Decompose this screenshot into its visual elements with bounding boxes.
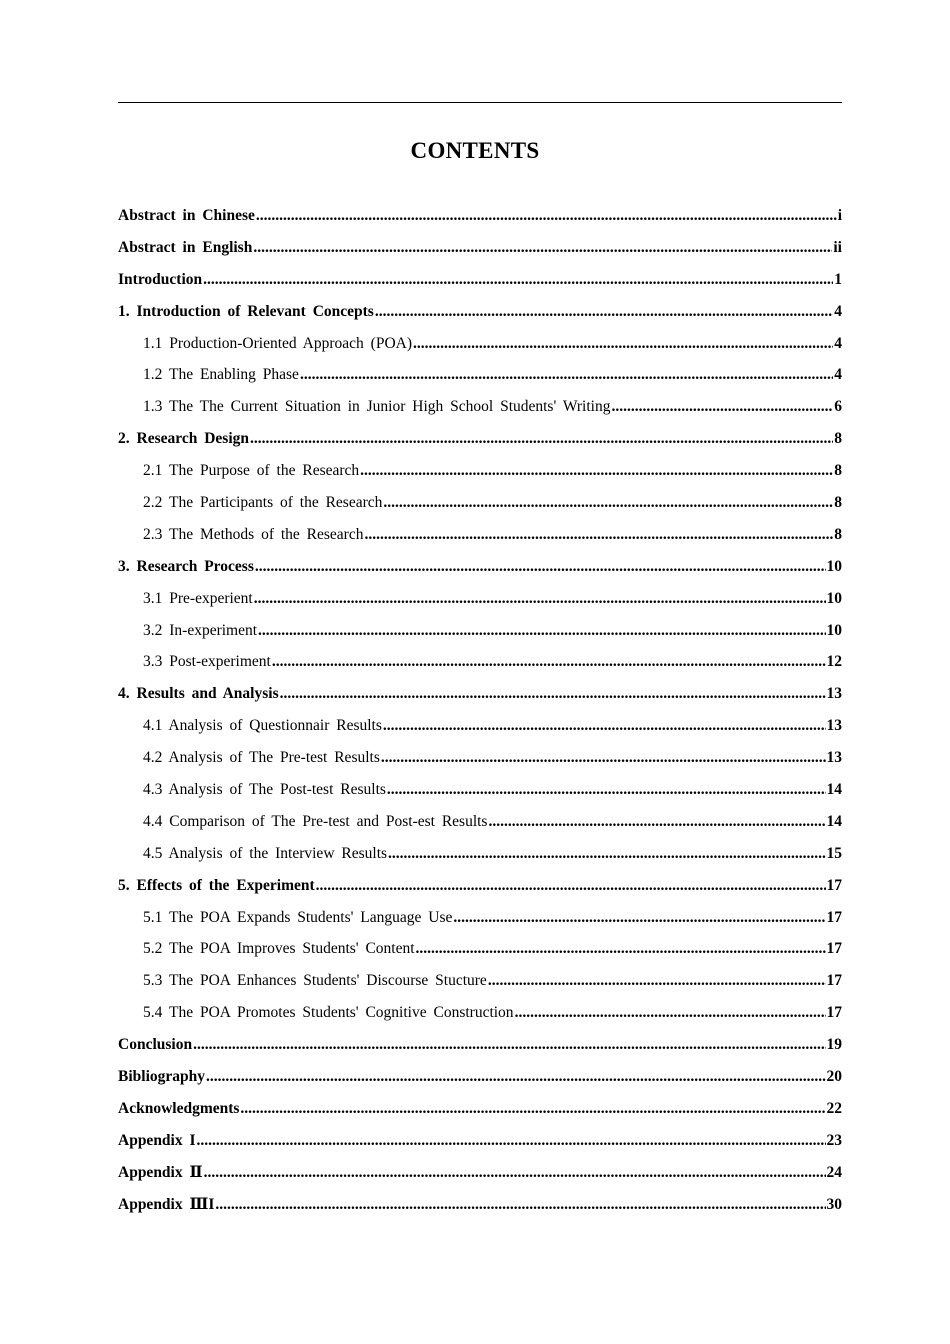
toc-entry-label: 4.1 Analysis of Questionnair Results — [143, 717, 382, 735]
toc-entry[interactable] — [118, 774, 842, 806]
toc-entry-page-number: 8 — [834, 462, 842, 480]
toc-entry[interactable] — [118, 519, 842, 551]
toc-entry-page-number: 8 — [834, 430, 842, 448]
toc-entry-label: 4.5 Analysis of the Interview Results — [143, 844, 388, 862]
dot-leader — [203, 264, 833, 296]
toc-entry-label: 4. Results and Analysis — [118, 685, 279, 703]
dot-leader — [316, 870, 826, 902]
dot-leader — [360, 455, 833, 487]
toc-entry-label: Conclusion — [118, 1036, 193, 1054]
toc-entry-label: 3.2 In-experiment — [143, 621, 258, 639]
toc-entry[interactable] — [118, 615, 842, 647]
toc-entry-page-number: 17 — [826, 1004, 842, 1022]
dot-leader — [193, 1029, 825, 1061]
toc-entry[interactable] — [118, 551, 842, 583]
dot-leader — [488, 806, 825, 838]
toc-entry-page-number: 10 — [826, 557, 842, 575]
toc-entry[interactable] — [118, 710, 842, 742]
dot-leader — [204, 1157, 826, 1189]
toc-entry-page-number: ii — [833, 238, 842, 256]
toc-entry-page-number: 4 — [834, 334, 842, 352]
toc-entry[interactable] — [118, 838, 842, 870]
toc-entry-label: Appendix Ⅱ — [118, 1163, 203, 1181]
toc-entry-label: 3.3 Post-experiment — [143, 653, 271, 671]
toc-entry-page-number: 8 — [834, 494, 842, 512]
toc-entry-page-number: 15 — [826, 844, 842, 862]
toc-entry[interactable] — [118, 902, 842, 934]
toc-entry-page-number: 1 — [834, 270, 842, 288]
dot-leader — [488, 965, 826, 997]
toc-entry[interactable] — [118, 742, 842, 774]
dot-leader — [258, 615, 825, 647]
dot-leader — [453, 902, 825, 934]
toc-entry[interactable] — [118, 1061, 842, 1093]
toc-entry-page-number: 17 — [826, 940, 842, 958]
toc-entry-page-number: 22 — [826, 1099, 842, 1117]
toc-entry[interactable] — [118, 1029, 842, 1061]
toc-entry[interactable] — [118, 391, 842, 423]
toc-entry-page-number: 30 — [826, 1195, 842, 1213]
dot-leader — [280, 678, 826, 710]
toc-entry[interactable] — [118, 997, 842, 1029]
toc-entry-label: Abstract in Chinese — [118, 207, 255, 224]
toc-entry-label: 1.1 Production-Oriented Approach (POA) — [143, 334, 413, 352]
toc-entry-page-number: 13 — [826, 749, 842, 767]
dot-leader — [375, 296, 833, 328]
dot-leader — [515, 997, 826, 1029]
toc-entry-label: 5.2 The POA Improves Students' Content — [143, 940, 415, 958]
dot-leader — [206, 1061, 826, 1093]
toc-entry-page-number: 10 — [826, 589, 842, 607]
dot-leader — [255, 551, 826, 583]
toc-entry-label: Introduction — [118, 270, 203, 288]
toc-entry-label: 5.1 The POA Expands Students' Language Use — [143, 908, 453, 926]
toc-entry-page-number: 20 — [826, 1068, 842, 1086]
toc-entry-label: 2.1 The Purpose of the Research — [143, 462, 360, 480]
dot-leader — [388, 838, 825, 870]
dot-leader — [381, 742, 826, 774]
toc-entry-label: Abstract in English — [118, 238, 253, 256]
dot-leader — [254, 583, 826, 615]
toc-entry[interactable] — [118, 646, 842, 678]
toc-entry-page-number: 10 — [826, 621, 842, 639]
toc-entry[interactable] — [118, 328, 842, 360]
toc-entry-page-number: 14 — [826, 781, 842, 799]
dot-leader — [611, 391, 833, 423]
toc-entry-page-number: 17 — [826, 908, 842, 926]
toc-entry-page-number: i — [837, 207, 842, 224]
toc-entry[interactable] — [118, 487, 842, 519]
toc-entry-page-number: 13 — [826, 685, 842, 703]
toc-entry[interactable] — [118, 965, 842, 997]
toc-entry-label: 3.1 Pre-experient — [143, 589, 253, 607]
toc-entry-page-number: 14 — [826, 812, 842, 830]
toc-entry-label: Bibliography — [118, 1068, 205, 1086]
toc-entry[interactable] — [118, 455, 842, 487]
toc-entry-page-number: 6 — [834, 398, 842, 416]
toc-entry[interactable] — [118, 1093, 842, 1125]
dot-leader — [256, 200, 837, 232]
toc-entry-page-number: 17 — [826, 876, 842, 894]
toc-entry[interactable] — [118, 1157, 842, 1189]
toc-entry[interactable] — [118, 678, 842, 710]
toc-entry[interactable] — [118, 1125, 842, 1157]
toc-entry-page-number: 24 — [826, 1163, 842, 1181]
dot-leader — [197, 1125, 826, 1157]
toc-entry-label: 3. Research Process — [118, 557, 254, 575]
toc-entry-page-number: 13 — [826, 717, 842, 735]
dot-leader — [364, 519, 833, 551]
toc-entry[interactable] — [118, 583, 842, 615]
toc-entry-label: 5.4 The POA Promotes Students' Cognitive Construction — [143, 1004, 514, 1022]
toc-entry-page-number: 23 — [826, 1131, 842, 1149]
toc-entry-page-number: 8 — [834, 525, 842, 543]
toc-entry-label: 5. Effects of the Experiment — [118, 876, 315, 894]
toc-entry-label: 4.2 Analysis of The Pre-test Results — [143, 749, 380, 767]
page-title: CONTENTS — [410, 138, 540, 163]
toc-entry[interactable] — [118, 359, 842, 391]
dot-leader — [383, 487, 833, 519]
toc-entry-label: 5.3 The POA Enhances Students' Discourse Stucture — [143, 972, 487, 990]
toc-entry-label: 1. Introduction of Relevant Concepts — [118, 302, 374, 320]
toc-entry-label: 1.2 The Enabling Phase — [143, 366, 299, 384]
dot-leader — [215, 1189, 825, 1221]
toc-entry-label: 4.4 Comparison of The Pre-test and Post-est Results — [143, 812, 488, 830]
toc-entry[interactable] — [118, 296, 842, 328]
toc-entry-page-number: 17 — [826, 972, 842, 990]
dot-leader — [383, 710, 826, 742]
toc-entry[interactable] — [118, 933, 842, 965]
dot-leader — [413, 328, 833, 360]
toc-entry-label: Appendix ⅢI — [118, 1195, 215, 1213]
toc-entry-page-number: 12 — [826, 653, 842, 671]
toc-entry-label: 1.3 The The Current Situation in Junior High School Students' Writing — [143, 398, 611, 416]
toc-entry-label: Acknowledgments — [118, 1099, 240, 1117]
toc-entry-page-number: 4 — [834, 302, 842, 320]
header-rule — [118, 102, 842, 103]
toc-entry[interactable] — [118, 200, 842, 232]
table-of-contents — [118, 200, 842, 1221]
toc-entry-label: Appendix I — [118, 1131, 196, 1149]
toc-entry-label: 2.3 The Methods of the Research — [143, 525, 364, 543]
toc-entry[interactable] — [118, 806, 842, 838]
toc-entry-label: 2.2 The Participants of the Research — [143, 494, 383, 512]
toc-entry[interactable] — [118, 232, 842, 264]
dot-leader — [240, 1093, 825, 1125]
dot-leader — [387, 774, 826, 806]
toc-entry-label: 2. Research Design — [118, 430, 249, 448]
toc-entry-page-number: 19 — [826, 1036, 842, 1054]
dot-leader — [272, 646, 826, 678]
toc-entry[interactable] — [118, 870, 842, 902]
toc-entry-label: 4.3 Analysis of The Post-test Results — [143, 781, 386, 799]
dot-leader — [253, 232, 832, 264]
toc-entry-page-number: 4 — [834, 366, 842, 384]
toc-entry[interactable] — [118, 423, 842, 455]
toc-entry[interactable] — [118, 264, 842, 296]
toc-entry[interactable] — [118, 1189, 842, 1221]
dot-leader — [416, 933, 826, 965]
dot-leader — [250, 423, 833, 455]
dot-leader — [300, 359, 833, 391]
